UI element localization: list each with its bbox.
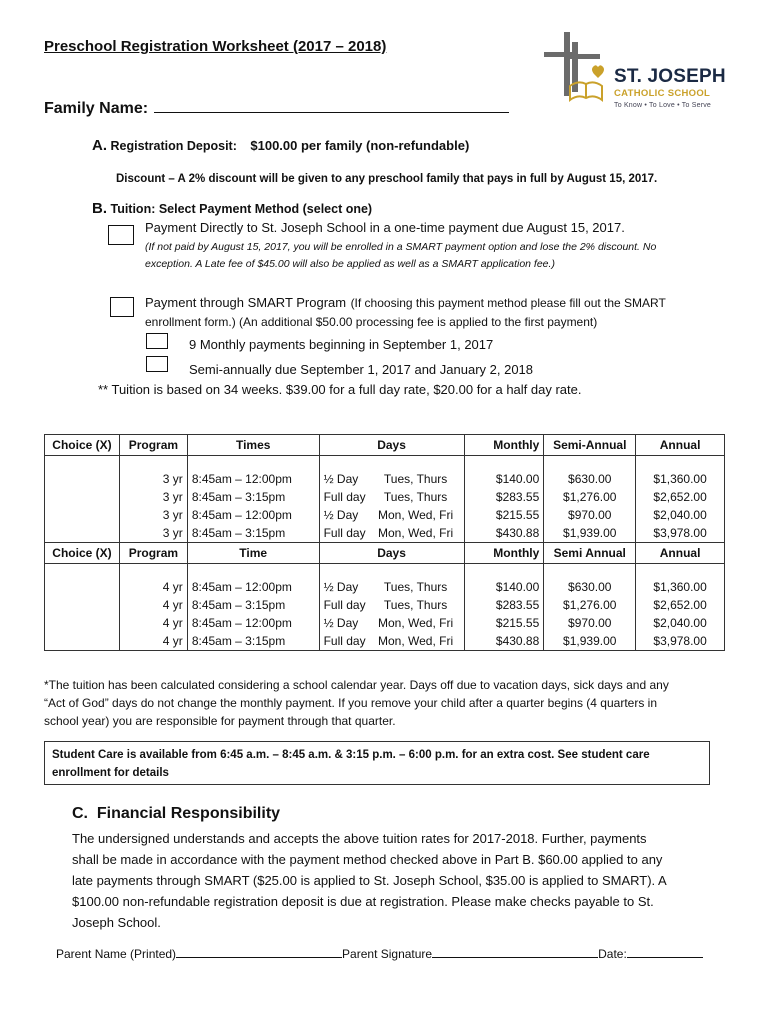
program-cell: 4 yr (119, 578, 187, 596)
semiannual-payment-checkbox[interactable] (146, 356, 168, 372)
days-cell (319, 506, 464, 524)
financial-line4: $100.00 non-refundable registration deposit is due at registration. Please make checks payable to St. (72, 894, 654, 909)
monthly-cell: $215.55 (464, 614, 544, 632)
day-type: ½ Day (323, 580, 359, 594)
parent-signature-label: Parent Signature (342, 947, 433, 961)
direct-payment-note-line2: exception. A Late fee of $45.00 will also be applied as well as a SMART application fee.) (145, 258, 555, 270)
student-care-line1: Student Care is available from 6:45 a.m. – 8:45 a.m. & 3:15 p.m. – 6:00 p.m. for an extra cost. See student care (52, 749, 650, 761)
financial-line2: shall be made in accordance with the payment method checked above in Part B. $60.00 applied to any (72, 852, 663, 867)
day-names: Mon, Wed, Fri (378, 508, 454, 522)
financial-responsibility-text (72, 828, 722, 933)
days-cell (319, 596, 464, 614)
semi-annual-cell: $1,939.00 (544, 524, 636, 543)
semi-annual-cell: $970.00 (544, 614, 636, 632)
annual-cell: $3,978.00 (636, 524, 725, 543)
day-type: ½ Day (323, 616, 359, 630)
tuition-note: ** Tuition is based on 34 weeks. $39.00 for a full day rate, $20.00 for a half day rate. (98, 382, 582, 397)
day-names: Tues, Thurs (383, 598, 448, 612)
program-cell: 4 yr (119, 596, 187, 614)
program-cell: 4 yr (119, 632, 187, 651)
heart-icon (592, 65, 604, 78)
smart-payment-note-line1: (If choosing this payment method please fill out the SMART (350, 296, 666, 310)
days-cell (319, 632, 464, 651)
page-title: Preschool Registration Worksheet (2017 – 2018) (44, 38, 387, 55)
section-c-letter: C. (72, 805, 88, 822)
calendar-note-line3: school year) you are responsible for payment through that quarter. (44, 714, 396, 728)
student-care-box (44, 741, 710, 785)
four-year-rows (45, 578, 725, 651)
program-cell: 3 yr (119, 524, 187, 543)
day-type: ½ Day (323, 508, 359, 522)
header2-semi-annual: Semi Annual (544, 543, 636, 564)
header-semi-annual: Semi-Annual (544, 435, 636, 456)
header2-annual: Annual (636, 543, 725, 564)
semi-annual-cell: $630.00 (544, 470, 636, 488)
monthly-cell: $140.00 (464, 470, 544, 488)
table-row (45, 614, 725, 632)
choice-cell[interactable] (45, 578, 120, 596)
parent-name-field[interactable] (176, 945, 342, 958)
section-a-letter: A. (92, 137, 107, 154)
smart-payment-note-line2: enrollment form.) (An additional $50.00 processing fee is applied to the first payment) (145, 315, 598, 329)
parent-signature-field[interactable] (432, 945, 598, 958)
signature-row (56, 945, 703, 961)
header2-choice: Choice (X) (45, 543, 120, 564)
choice-cell[interactable] (45, 506, 120, 524)
monthly-cell: $430.88 (464, 632, 544, 651)
section-b (92, 200, 372, 217)
section-c-heading (72, 805, 280, 823)
smart-payment-label: Payment through SMART Program (145, 295, 347, 310)
table-spacer-row-2 (45, 564, 725, 579)
financial-line3: late payments through SMART ($25.00 is applied to St. Joseph School, $35.00 is applied to SMART). A (72, 873, 667, 888)
monthly-cell: $430.88 (464, 524, 544, 543)
day-type: Full day (323, 490, 366, 504)
smart-payment-checkbox[interactable] (110, 297, 134, 317)
annual-cell: $1,360.00 (636, 578, 725, 596)
semiannual-payment-label: Semi-annually due September 1, 2017 and January 2, 2018 (189, 362, 534, 377)
calendar-note (44, 676, 714, 730)
choice-cell[interactable] (45, 614, 120, 632)
table-row (45, 488, 725, 506)
table-row (45, 578, 725, 596)
section-c-title: Financial Responsibility (96, 805, 281, 822)
day-type: Full day (323, 598, 366, 612)
family-name-row (44, 96, 509, 118)
choice-cell[interactable] (45, 596, 120, 614)
day-names: Mon, Wed, Fri (378, 616, 454, 630)
day-names: Mon, Wed, Fri (378, 634, 454, 648)
smart-payment-option (145, 293, 735, 332)
day-names: Tues, Thurs (383, 472, 448, 486)
time-cell: 8:45am – 12:00pm (187, 470, 319, 488)
section-b-letter: B. (92, 200, 107, 217)
school-name: ST. JOSEPH (614, 66, 726, 87)
day-type: ½ Day (323, 472, 359, 486)
table-row (45, 632, 725, 651)
header2-monthly: Monthly (464, 543, 544, 564)
annual-cell: $3,978.00 (636, 632, 725, 651)
program-cell: 3 yr (119, 488, 187, 506)
choice-cell[interactable] (45, 524, 120, 543)
discount-note: Discount – A 2% discount will be given to any preschool family that pays in full by August 15, 2017. (116, 173, 658, 185)
registration-deposit-amount: $100.00 per family (non-refundable) (250, 138, 470, 153)
choice-cell[interactable] (45, 632, 120, 651)
header2-time: Time (187, 543, 319, 564)
calendar-note-line1: *The tuition has been calculated considering a school calendar year. Days off due to vacation days, sick days and any (44, 678, 669, 692)
time-cell: 8:45am – 12:00pm (187, 506, 319, 524)
direct-payment-checkbox[interactable] (108, 225, 134, 245)
semi-annual-cell: $970.00 (544, 506, 636, 524)
table-row (45, 596, 725, 614)
days-cell (319, 488, 464, 506)
day-type: Full day (323, 526, 366, 540)
student-care-line2: enrollment for details (52, 767, 169, 779)
header-annual: Annual (636, 435, 725, 456)
date-label: Date: (598, 947, 627, 961)
program-cell: 3 yr (119, 506, 187, 524)
table-row (45, 470, 725, 488)
days-cell (319, 578, 464, 596)
time-cell: 8:45am – 3:15pm (187, 632, 319, 651)
annual-cell: $1,360.00 (636, 470, 725, 488)
school-tagline: To Know • To Love • To Serve (614, 102, 712, 109)
three-year-rows (45, 470, 725, 543)
semi-annual-cell: $630.00 (544, 578, 636, 596)
header2-program: Program (119, 543, 187, 564)
time-cell: 8:45am – 3:15pm (187, 524, 319, 543)
header-monthly: Monthly (464, 435, 544, 456)
semi-annual-cell: $1,276.00 (544, 596, 636, 614)
family-name-field[interactable] (154, 96, 509, 113)
date-field[interactable] (627, 945, 703, 958)
monthly-payment-checkbox[interactable] (146, 333, 168, 349)
financial-line1: The undersigned understands and accepts the above tuition rates for 2017-2018. Further, payments (72, 831, 647, 846)
table-spacer-row (45, 456, 725, 471)
days-cell (319, 470, 464, 488)
school-subtitle: CATHOLIC SCHOOL (614, 88, 711, 99)
registration-deposit-label: Registration Deposit: (110, 139, 237, 153)
table-header-row-2 (45, 543, 725, 564)
time-cell: 8:45am – 12:00pm (187, 614, 319, 632)
annual-cell: $2,652.00 (636, 488, 725, 506)
day-names: Mon, Wed, Fri (378, 526, 454, 540)
days-cell (319, 614, 464, 632)
header-choice: Choice (X) (45, 435, 120, 456)
day-names: Tues, Thurs (383, 490, 448, 504)
monthly-cell: $140.00 (464, 578, 544, 596)
header-times: Times (187, 435, 319, 456)
days-cell (319, 524, 464, 543)
direct-payment-note-line1: (If not paid by August 15, 2017, you will be enrolled in a SMART payment option and lose the 2% discount. No (145, 241, 657, 253)
time-cell: 8:45am – 12:00pm (187, 578, 319, 596)
time-cell: 8:45am – 3:15pm (187, 596, 319, 614)
time-cell: 8:45am – 3:15pm (187, 488, 319, 506)
monthly-payment-label: 9 Monthly payments beginning in September 1, 2017 (189, 337, 494, 352)
header2-days: Days (319, 543, 464, 564)
annual-cell: $2,652.00 (636, 596, 725, 614)
direct-payment-label: Payment Directly to St. Joseph School in a one-time payment due August 15, 2017. (145, 220, 625, 235)
program-cell: 3 yr (119, 470, 187, 488)
parent-name-label: Parent Name (Printed) (56, 947, 177, 961)
header-days: Days (319, 435, 464, 456)
day-type: Full day (323, 634, 366, 648)
choice-cell[interactable] (45, 488, 120, 506)
section-a (92, 137, 469, 154)
monthly-cell: $215.55 (464, 506, 544, 524)
cross-icon (544, 32, 600, 96)
table-row (45, 524, 725, 543)
tuition-table (44, 434, 725, 651)
direct-payment-note (145, 239, 725, 273)
financial-line5: Joseph School. (72, 915, 161, 930)
day-names: Tues, Thurs (383, 580, 448, 594)
calendar-note-line2: “Act of God” days do not change the monthly payment. If you remove your child after a quarter begins (4 quarters in (44, 696, 657, 710)
header-program: Program (119, 435, 187, 456)
annual-cell: $2,040.00 (636, 506, 725, 524)
monthly-cell: $283.55 (464, 596, 544, 614)
monthly-cell: $283.55 (464, 488, 544, 506)
tuition-label: Tuition: Select Payment Method (select one) (110, 202, 373, 216)
table-row (45, 506, 725, 524)
table-header-row (45, 435, 725, 456)
family-name-label: Family Name: (44, 100, 149, 117)
semi-annual-cell: $1,939.00 (544, 632, 636, 651)
annual-cell: $2,040.00 (636, 614, 725, 632)
choice-cell[interactable] (45, 470, 120, 488)
semi-annual-cell: $1,276.00 (544, 488, 636, 506)
program-cell: 4 yr (119, 614, 187, 632)
